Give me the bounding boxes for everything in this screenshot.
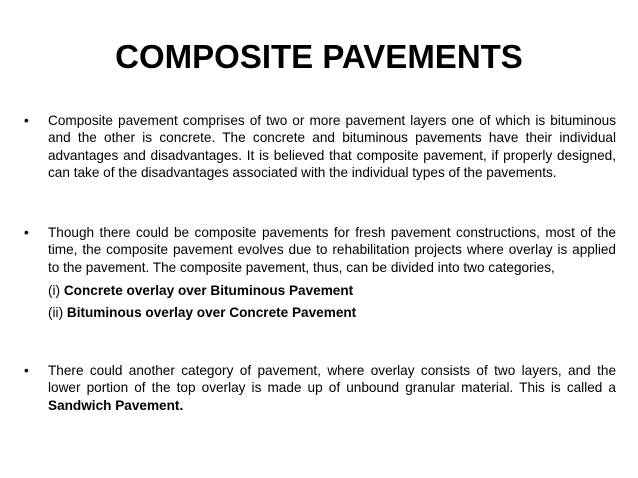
sub-item-2-prefix: (ii) xyxy=(48,304,67,320)
sub-item-1-text: Concrete overlay over Bituminous Pavement xyxy=(63,283,354,299)
sub-item-2 xyxy=(48,304,616,321)
sub-item-2-text: Bituminous overlay over Concrete Pavement xyxy=(66,304,357,320)
bullet-3-text-block xyxy=(48,362,616,414)
bullet-marker: • xyxy=(24,363,29,378)
sub-item-1-prefix: (i) xyxy=(48,283,64,299)
bullet-3-text: There could another category of pavement, where overlay consists of two layers, and the lower portion of the top overlay is made up of unbound granular material. This is called a xyxy=(48,363,616,396)
bullet-1 xyxy=(24,112,616,182)
bullet-marker: • xyxy=(24,113,29,128)
bullet-3-bold: Sandwich Pavement. xyxy=(48,397,184,413)
sub-item-1 xyxy=(48,282,616,299)
bullet-2-text: Though there could be composite pavements for fresh pavement constructions, most of the time, the composite pavement evolves due to rehabilitation projects where overlay is applied to the pavement. The composite pavement, thus, can be divided into two categories, xyxy=(48,225,616,275)
bullet-3 xyxy=(24,362,616,414)
bullet-2 xyxy=(24,224,616,321)
bullet-marker: • xyxy=(24,225,29,240)
slide-title: COMPOSITE PAVEMENTS xyxy=(115,38,523,75)
bullet-1-text: Composite pavement comprises of two or more pavement layers one of which is bituminous and the other is concrete. The concrete and bituminous pavements have their individual advantages and disadvantages. It is believed that composite pavement, if properly designed, can take of the disadvantages associated with the individual types of the pavements. xyxy=(48,113,616,181)
